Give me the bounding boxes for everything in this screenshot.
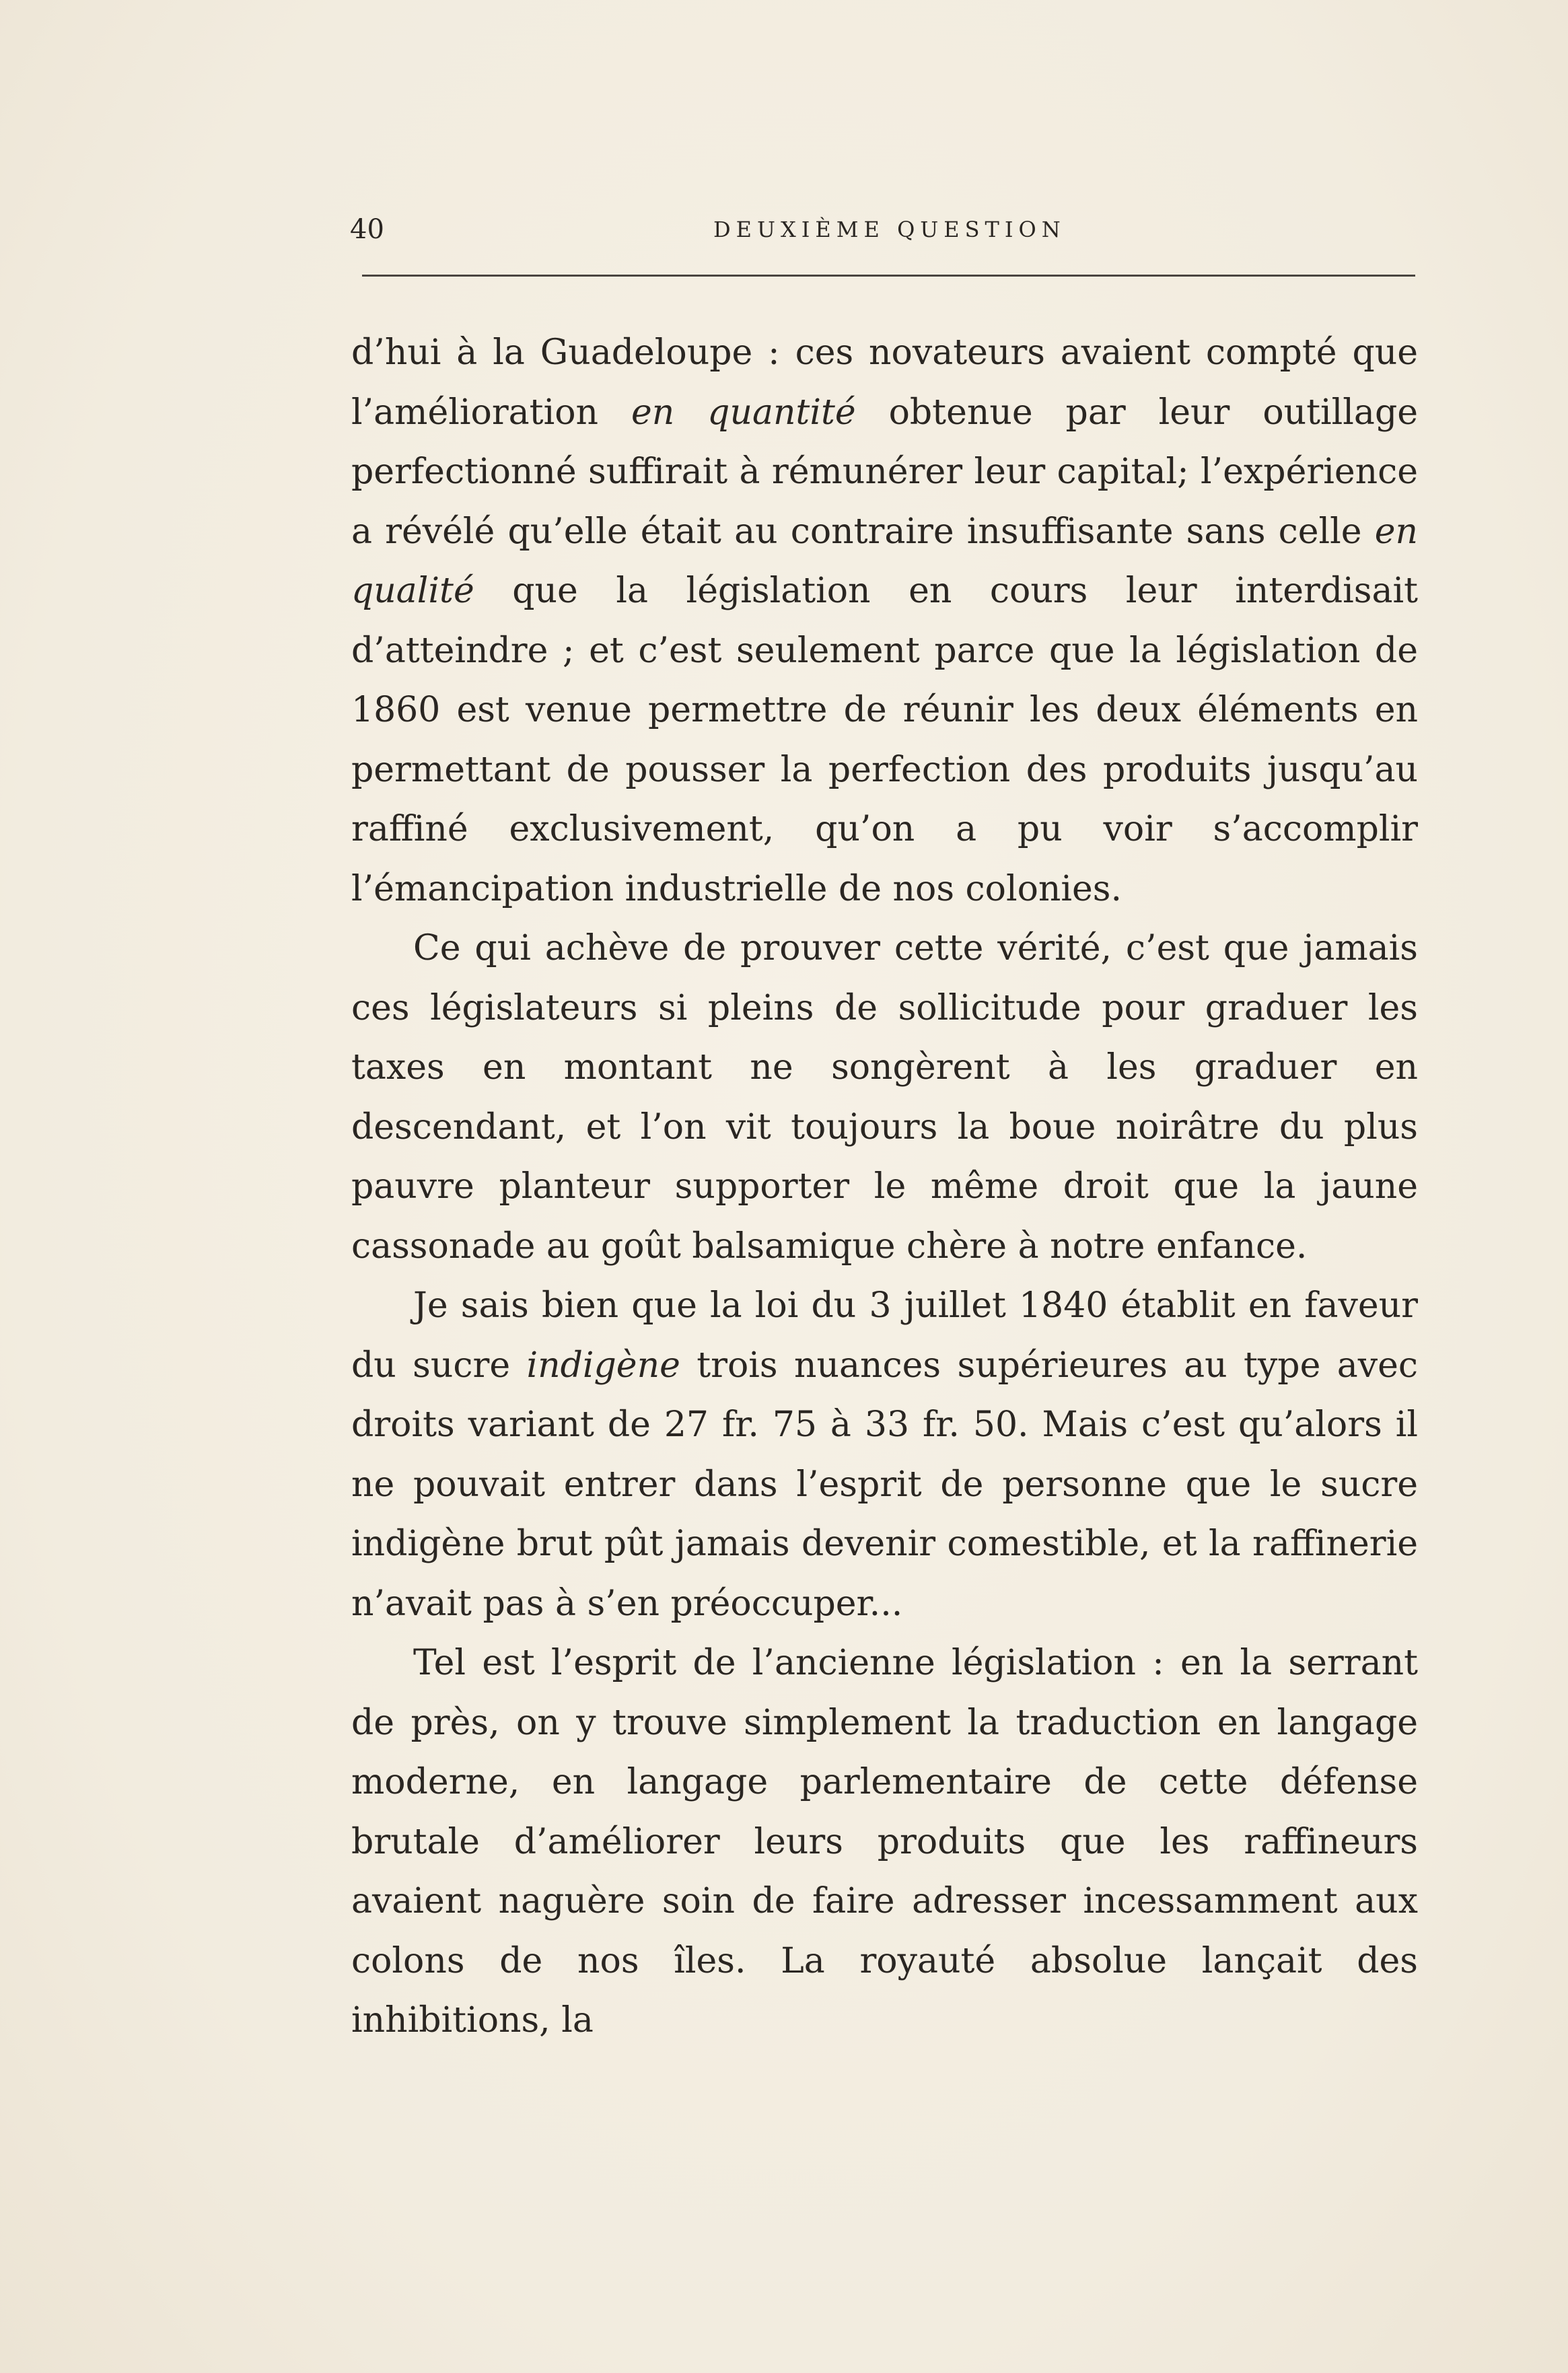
paragraph-1-segment-5: que la législation en cours leur interdisait d’atteindre ; et c’est seulement parce que la législation de 1860 est venue permettre de réunir les deux éléments en permettant de pousser la perfection des produits jusqu’au raffiné exclusivement, qu’on a pu voir s’accomplir l’émancipation industrielle de nos colonies. bbox=[351, 571, 1418, 909]
body-text bbox=[351, 323, 1418, 2051]
paragraph-1-italic-en-qualite: en qualité bbox=[351, 511, 1418, 611]
paragraph-2 bbox=[351, 919, 1418, 1276]
paragraph-4 bbox=[351, 1633, 1418, 2051]
paragraph-1-segment-1: d’hui à la Guadeloupe : ces novateurs avaient compté que l’amélioration bbox=[351, 332, 1418, 433]
header-rule bbox=[362, 275, 1415, 277]
page-header bbox=[350, 214, 1413, 254]
running-head: DEUXIÈME QUESTION bbox=[713, 217, 1066, 242]
paragraph-4-segment-1: Tel est l’esprit de l’ancienne législation : en la serrant de près, on y trouve simplement la traduction en langage moderne, en langage parlementaire de cette défense brutale d’améliorer leurs produits que les raffineurs avaient naguère soin de faire adresser incessamment aux colons de nos îles. La royauté absolue lançait des inhibitions, la bbox=[351, 1643, 1418, 2041]
paragraph-2-segment-1: Ce qui achève de prouver cette vérité, c’est que jamais ces législateurs si pleins de sollicitude pour graduer les taxes en montant ne songèrent à les graduer en descendant, et l’on vit toujours la boue noirâtre du plus pauvre planteur supporter le même droit que la jaune cassonade au goût balsamique chère à notre enfance. bbox=[351, 928, 1418, 1267]
paragraph-1 bbox=[351, 323, 1418, 919]
paragraph-3 bbox=[351, 1276, 1418, 1633]
paragraph-3-segment-3: trois nuances supérieures au type avec droits variant de 27 fr. 75 à 33 fr. 50. Mais c’est qu’alors il ne pouvait entrer dans l’esprit de personne que le sucre indigène brut pût jamais devenir comestible, et la raffinerie n’avait pas à s’en préoccuper... bbox=[351, 1345, 1419, 1624]
page-number: 40 bbox=[350, 214, 384, 245]
paragraph-1-segment-3: obtenue par leur outillage perfectionné suffirait à rémunérer leur capital; l’expérience a révélé qu’elle était au contraire insuffisante sans celle bbox=[351, 392, 1418, 552]
paragraph-1-italic-en-quantite: en quantité bbox=[631, 392, 856, 433]
paragraph-3-segment-1: Je sais bien que la loi du 3 juillet 1840 établit en faveur du sucre bbox=[351, 1285, 1418, 1386]
paragraph-3-italic-indigene: indigène bbox=[526, 1345, 680, 1386]
